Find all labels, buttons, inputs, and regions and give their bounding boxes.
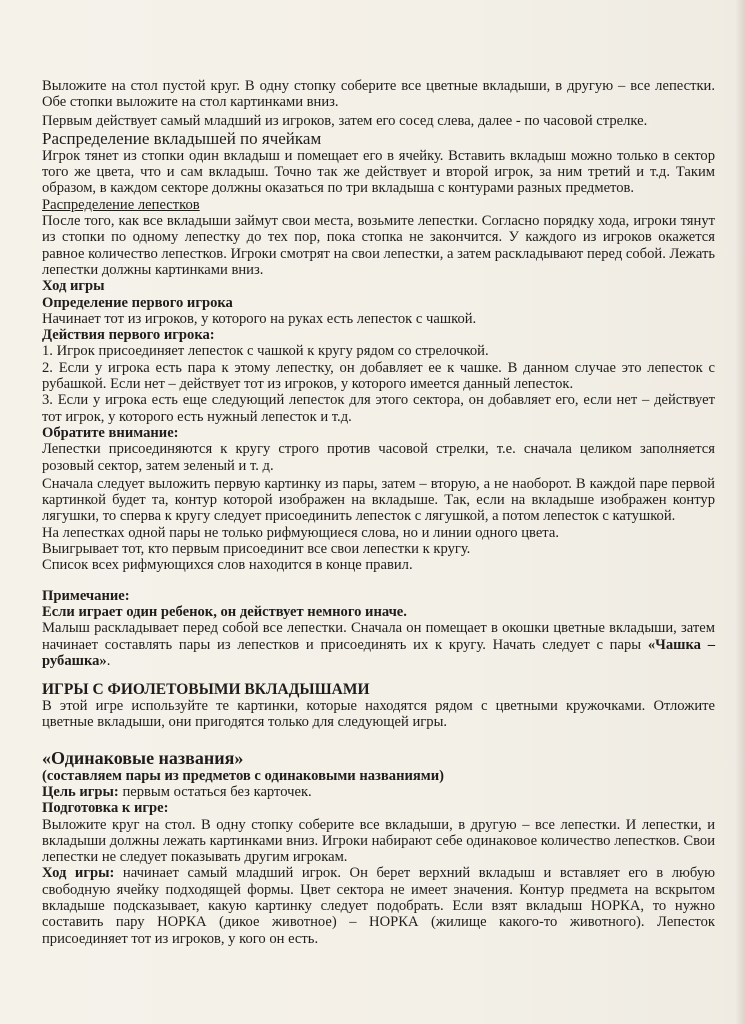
heading-petals: Распределение лепестков [42, 196, 200, 213]
heading-note: Примечание: [42, 587, 130, 604]
paragraph-turn-order: Первым действует самый младший из игроков, затем его сосед слева, далее - по часовой стрелке. [42, 112, 648, 129]
single-child-end: . [106, 652, 111, 669]
heading-attention: Обратите внимание: [42, 424, 179, 441]
goal-label: Цель игры: [42, 783, 119, 800]
goal-text: первым остаться без карточек. [118, 783, 312, 800]
single-child-text: Малыш раскладывает перед собой все лепестки. Сначала он помещает в окошки цветные вкладыши, затем начинает составлять пары из лепестков и присоединять их к кругу. Начать следует с пары [42, 620, 715, 653]
paragraph-winner: Выигрывает тот, кто первым присоединит все свои лепестки к кругу. [42, 541, 471, 558]
paragraph-goal [42, 784, 715, 800]
paragraph-game-course [42, 865, 715, 946]
heading-single-child: Если играет один ребенок, он действует немного иначе. [42, 603, 407, 620]
paragraph-setup: Выложите на стол пустой круг. В одну стопку соберите все цветные вкладыши, в другую – все лепестки. Обе стопки выложите на стол картинками вниз. [42, 78, 715, 111]
heading-first-player: Определение первого игрока [42, 294, 233, 311]
paragraph-direction: Лепестки присоединяются к кругу строго против часовой стрелки, т.е. сначала целиком заполняется розовый сектор, затем зеленый и т. д. [42, 441, 715, 474]
heading-actions: Действия первого игрока: [42, 327, 215, 344]
heading-same-names: «Одинаковые названия» [42, 747, 244, 768]
heading-preparation: Подготовка к игре: [42, 800, 169, 817]
paragraph-distribution: Игрок тянет из стопки один вкладыш и помещает его в ячейку. Вставить вкладыш можно только в сектор того же цвета, что и сам вкладыш. Точно так же действует и второй игрок, за ним третий и т.д. Таким образом, в каждом секторе должны оказаться по три вкладыша с контурами разных предметов. [42, 147, 715, 197]
paragraph-preparation: Выложите круг на стол. В одну стопку соберите все вкладыши, в другую – все лепестки. И лепестки, и вкладыши должны лежать картинками вниз. Игроки набирают себе одинаковое количество лепестков. Свои лепестки не следует показывать другим игрокам. [42, 816, 715, 866]
paragraph-first-player: Начинает тот из игроков, у которого на руках есть лепесток с чашкой. [42, 310, 477, 327]
pair-example: «Чашка – рубашка» [42, 636, 716, 669]
heading-game-course: Ход игры [42, 278, 105, 295]
paragraph-color-lines: На лепестках одной пары не только рифмующиеся слова, но и линии одного цвета. [42, 524, 559, 541]
paragraph-pair-order: Сначала следует выложить первую картинку из пары, затем – вторую, а не наоборот. В каждой паре первой картинкой будет та, контур которой изображен на вкладыше. Так, если на вкладыше изображен контур лягушки, то сперва к кругу следует присоединить лепесток с лягушкой, а потом лепесток с катушкой. [42, 475, 715, 525]
paragraph-violet-games: В этой игре используйте те картинки, которые находятся рядом с цветными кружочками. Отложите цветные вкладыши, они пригодятся только для следующей игры. [42, 698, 715, 731]
paragraph-rhyme-list: Список всех рифмующихся слов находится в конце правил. [42, 557, 413, 574]
paragraph-single-child [42, 620, 715, 669]
page-edge-shadow [735, 0, 745, 1024]
subheading-same-names: (составляем пары из предметов с одинаковыми названиями) [42, 767, 445, 784]
heading-distribution: Распределение вкладышей по ячейкам [42, 128, 322, 148]
heading-violet-games: ИГРЫ С ФИОЛЕТОВЫМИ ВКЛАДЫШАМИ [42, 681, 370, 699]
action-item-3: 3. Если у игрока есть еще следующий лепесток для этого сектора, он добавляет его, если нет – действует тот игрок, у которого есть нужный лепесток и т.д. [42, 392, 715, 425]
action-item-1: 1. Игрок присоединяет лепесток с чашкой к кругу рядом со стрелочкой. [42, 343, 489, 360]
action-item-2: 2. Если у игрока есть пара к этому лепестку, он добавляет ее к чашке. В данном случае это лепесток с рубашкой. Если нет – действует тот из игроков, у которого имеется данный лепесток. [42, 359, 715, 393]
course-label: Ход игры: [42, 865, 115, 882]
paragraph-petals: После того, как все вкладыши займут свои места, возьмите лепестки. Согласно порядку хода, игроки тянут из стопки по одному лепестку до тех пор, пока стопка не закончится. У каждого из игроков окажется равное количество лепестков. Игроки смотрят на свои лепестки, а затем раскладывают перед собой. Лежать лепестки должны картинками вниз. [42, 213, 716, 278]
course-text: начинает самый младший игрок. Он берет верхний вкладыш и вставляет его в любую свободную ячейку подходящей формы. Цвет сектора не имеет значения. Контур предмета на вскрытом вкладыше подсказывает, какую картинку следует подобрать. Если взят вкладыш НОРКА, то нужно составить пару НОРКА (дикое животное) – НОРКА (жилище какого-то животного). Лепесток присоединяет тот из игроков, у кого он есть. [42, 865, 715, 947]
